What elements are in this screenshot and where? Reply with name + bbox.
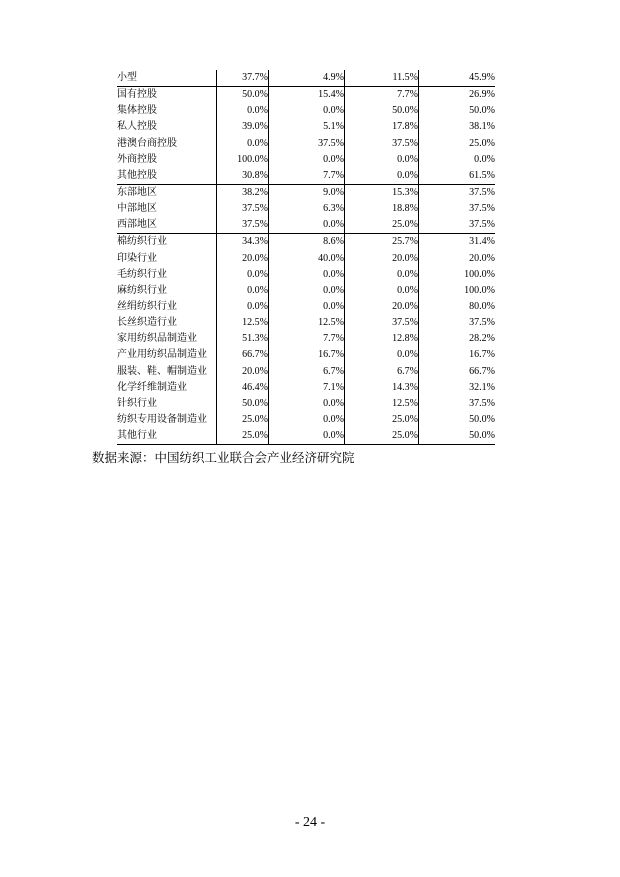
cell-value: 39.0% [217,119,269,135]
cell-value: 61.5% [419,168,496,185]
cell-value: 0.0% [269,412,345,428]
cell-value: 37.5% [269,136,345,152]
cell-value: 15.4% [269,87,345,104]
row-label: 化学纤维制造业 [117,381,187,393]
cell-value: 0.0% [269,396,345,412]
cell-value: 50.0% [419,103,496,119]
cell-value: 25.0% [345,428,419,445]
row-label: 毛纺织行业 [117,268,167,280]
table-row [117,315,495,331]
row-label: 外商控股 [117,153,157,165]
row-label: 小型 [117,72,137,84]
table-row [117,412,495,428]
cell-value: 0.0% [217,299,269,315]
table-row [117,201,495,217]
cell-value: 0.0% [345,283,419,299]
row-label: 其他控股 [117,169,157,181]
cell-value: 6.7% [345,364,419,380]
cell-value: 37.5% [419,315,496,331]
cell-value: 28.2% [419,331,496,347]
cell-value: 20.0% [217,251,269,267]
cell-value: 7.7% [269,168,345,185]
cell-value: 12.5% [217,315,269,331]
cell-value: 0.0% [217,267,269,283]
table-row [117,267,495,283]
cell-value: 50.0% [345,103,419,119]
table-row [117,396,495,412]
table-row [117,331,495,347]
row-label: 私人控股 [117,121,157,133]
table-row [117,103,495,119]
cell-value: 25.7% [345,234,419,251]
cell-value: 7.7% [345,87,419,104]
cell-value: 100.0% [419,267,496,283]
cell-value: 25.0% [217,428,269,445]
cell-value: 37.5% [419,184,496,201]
cell-value: 12.8% [345,331,419,347]
cell-value: 30.8% [217,168,269,185]
cell-value: 100.0% [419,283,496,299]
cell-value: 37.7% [217,70,269,87]
cell-value: 12.5% [345,396,419,412]
cell-value: 51.3% [217,331,269,347]
table-row [117,380,495,396]
cell-value: 66.7% [217,347,269,363]
cell-value: 50.0% [419,428,496,445]
cell-value: 20.0% [217,364,269,380]
row-label: 西部地区 [117,219,157,231]
cell-value: 0.0% [345,267,419,283]
cell-value: 37.5% [419,217,496,234]
cell-value: 66.7% [419,364,496,380]
cell-value: 6.3% [269,201,345,217]
cell-value: 25.0% [345,217,419,234]
cell-value: 16.7% [419,347,496,363]
data-table [117,70,495,445]
cell-value: 0.0% [269,299,345,315]
cell-value: 50.0% [217,396,269,412]
table-row [117,217,495,234]
cell-value: 0.0% [269,152,345,168]
row-label: 家用纺织品制造业 [117,333,197,345]
cell-value: 37.5% [419,396,496,412]
table-row [117,70,495,87]
cell-value: 40.0% [269,251,345,267]
table-row [117,184,495,201]
row-label: 服装、鞋、帽制造业 [117,365,207,377]
row-label: 集体控股 [117,105,157,117]
cell-value: 0.0% [419,152,496,168]
cell-value: 38.1% [419,119,496,135]
cell-value: 4.9% [269,70,345,87]
cell-value: 37.5% [217,217,269,234]
row-label: 国有控股 [117,87,217,104]
table-row [117,234,495,251]
table-row [117,251,495,267]
cell-value: 0.0% [269,267,345,283]
cell-value: 12.5% [269,315,345,331]
table-row [117,136,495,152]
table-row [117,168,495,185]
row-label: 东部地区 [117,184,217,201]
row-label: 产业用纺织品制造业 [117,349,207,361]
cell-value: 9.0% [269,184,345,201]
table-row [117,283,495,299]
cell-value: 0.0% [345,347,419,363]
cell-value: 0.0% [217,103,269,119]
cell-value: 38.2% [217,184,269,201]
table-row [117,119,495,135]
table-row [117,364,495,380]
cell-value: 34.3% [217,234,269,251]
cell-value: 25.0% [419,136,496,152]
row-label: 印染行业 [117,252,157,264]
cell-value: 16.7% [269,347,345,363]
cell-value: 46.4% [217,380,269,396]
row-label: 其他行业 [117,428,217,445]
cell-value: 31.4% [419,234,496,251]
cell-value: 18.8% [345,201,419,217]
cell-value: 37.5% [345,136,419,152]
table-row [117,299,495,315]
cell-value: 20.0% [345,299,419,315]
cell-value: 6.7% [269,364,345,380]
cell-value: 15.3% [345,184,419,201]
cell-value: 8.6% [269,234,345,251]
cell-value: 25.0% [345,412,419,428]
cell-value: 37.5% [345,315,419,331]
cell-value: 50.0% [419,412,496,428]
row-label: 棉纺织行业 [117,234,217,251]
row-label: 麻纺织行业 [117,284,167,296]
cell-value: 17.8% [345,119,419,135]
cell-value: 0.0% [269,103,345,119]
row-label: 中部地区 [117,203,157,215]
cell-value: 0.0% [269,428,345,445]
table-body [117,70,495,445]
cell-value: 0.0% [217,136,269,152]
cell-value: 7.1% [269,380,345,396]
cell-value: 80.0% [419,299,496,315]
cell-value: 20.0% [419,251,496,267]
row-label: 长丝织造行业 [117,317,177,329]
row-label: 纺织专用设备制造业 [117,414,207,426]
row-label: 丝绢纺织行业 [117,301,177,313]
row-label: 针织行业 [117,397,157,409]
source-note: 数据来源：中国纺织工业联合会产业经济研究院 [92,450,355,465]
table-row [117,87,495,104]
table-row [117,347,495,363]
cell-value: 0.0% [269,283,345,299]
row-label: 港澳台商控股 [117,137,177,149]
cell-value: 5.1% [269,119,345,135]
cell-value: 50.0% [217,87,269,104]
cell-value: 32.1% [419,380,496,396]
cell-value: 0.0% [345,168,419,185]
cell-value: 25.0% [217,412,269,428]
table-row [117,428,495,445]
cell-value: 37.5% [419,201,496,217]
cell-value: 37.5% [217,201,269,217]
cell-value: 26.9% [419,87,496,104]
cell-value: 14.3% [345,380,419,396]
cell-value: 7.7% [269,331,345,347]
cell-value: 45.9% [419,70,496,87]
cell-value: 20.0% [345,251,419,267]
table-row [117,152,495,168]
cell-value: 0.0% [345,152,419,168]
cell-value: 11.5% [345,70,419,87]
cell-value: 0.0% [269,217,345,234]
cell-value: 100.0% [217,152,269,168]
cell-value: 0.0% [217,283,269,299]
page-number: - 24 - [294,815,326,830]
